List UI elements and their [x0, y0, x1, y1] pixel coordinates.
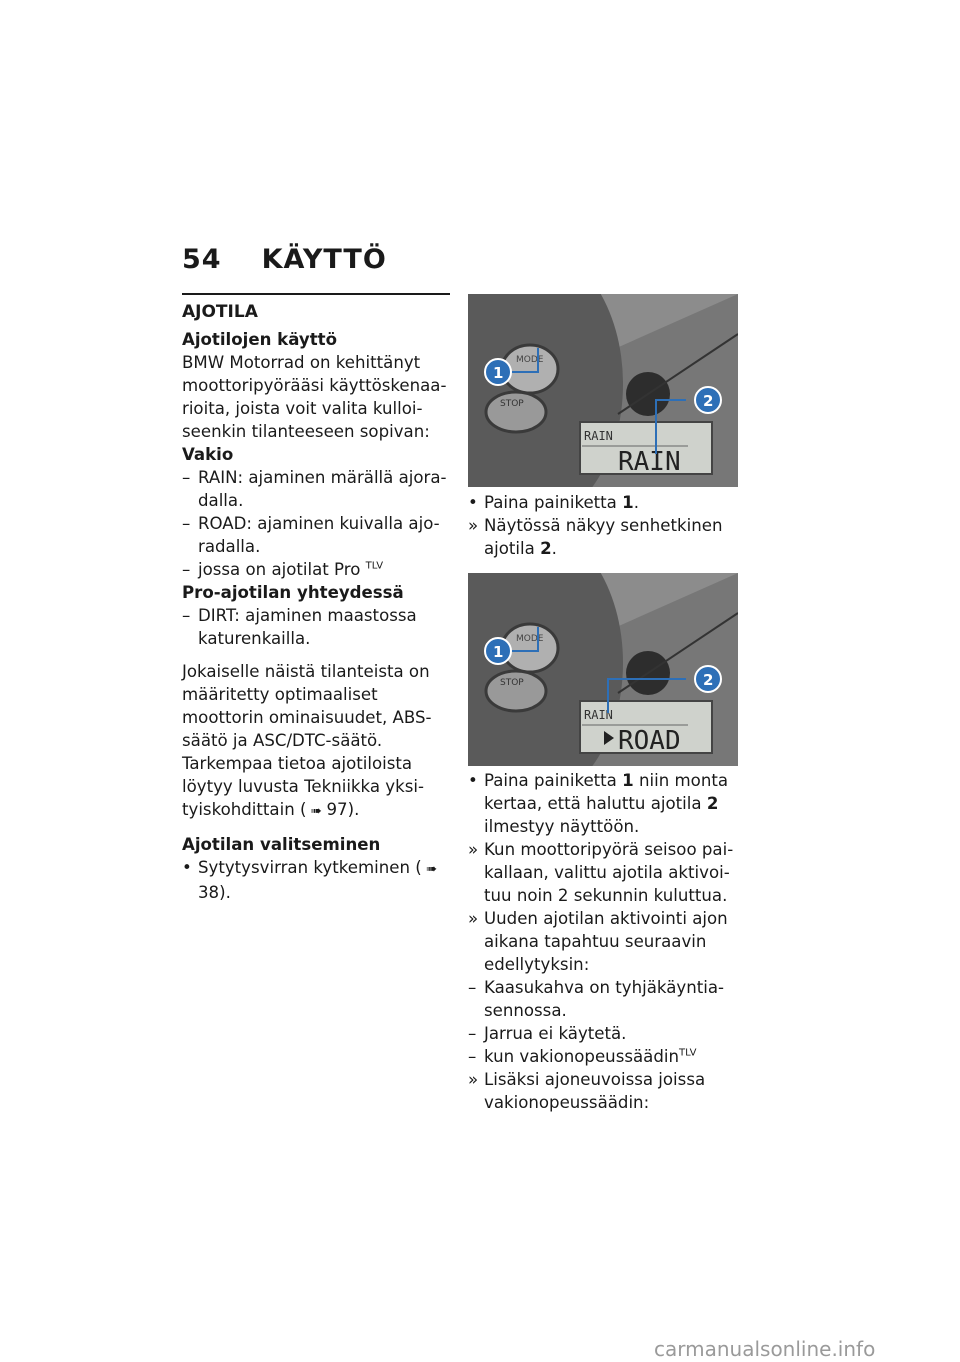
callout-1: 1	[493, 643, 504, 661]
page-ref-arrow-icon: ➠	[426, 862, 438, 877]
list-item: » Uuden ajotilan aktivointi ajon aikana tapahtuu seuraavin edellytyksin:	[468, 909, 728, 974]
paragraph-optimal: Jokaiselle näistä tilanteista on määritetty optimaaliset moottorin ominaisuudet, ABS-säätö ja ASC/DTC-säätö.	[182, 662, 432, 750]
right-block-2	[468, 769, 740, 1114]
watermark: carmanualsonline.info	[654, 1337, 876, 1361]
stop-button-label: STOP	[500, 678, 524, 688]
result-arrow-icon: »	[468, 1070, 479, 1089]
standard-label: Vakio	[182, 445, 234, 464]
page-ref-link[interactable]: 97	[326, 800, 348, 819]
subheading-select: Ajotilan valitseminen	[182, 835, 381, 854]
bullet-icon: •	[468, 771, 478, 790]
figure-mode-road	[468, 573, 738, 766]
display-small-text: RAIN	[584, 429, 613, 443]
list-item: – RAIN: ajaminen märällä ajora-dalla.	[182, 466, 450, 512]
result-arrow-icon: »	[468, 909, 479, 928]
left-column	[182, 293, 450, 904]
pro-label: Pro-ajotilan yhteydessä	[182, 583, 404, 602]
mode-dirt: DIRT: ajaminen maastossa katurenkailla.	[198, 606, 417, 648]
display-large-text: ROAD	[618, 726, 681, 756]
result-arrow-icon: »	[468, 516, 479, 535]
bullet-icon: •	[182, 858, 192, 877]
bullet-icon: •	[468, 493, 478, 512]
display-large-text: RAIN	[618, 447, 681, 477]
mode-button-label: MODE	[516, 355, 544, 365]
pro-line: jossa on ajotilat Pro	[198, 560, 361, 579]
list-item: » Lisäksi ajoneuvoissa joissa vakionopeussäädin:	[468, 1070, 706, 1112]
subheading-usage: Ajotilojen käyttö	[182, 330, 337, 349]
page-ref-arrow-icon: ➠	[311, 804, 322, 819]
list-item: – ROAD: ajaminen kuivalla ajo-radalla.	[182, 512, 450, 558]
list-item: – kun vakionopeussäädin$^{TLV}$	[468, 1047, 697, 1066]
list-item: – DIRT: ajaminen maastossa katurenkailla.	[182, 604, 450, 650]
figure-illustration	[468, 294, 738, 487]
paragraph-reference: Tarkempaa tietoa ajotiloista löytyy luvusta Tekniikka yksi-tyiskohdittain ( ➠ 97).	[182, 752, 450, 823]
callout-2: 2	[703, 392, 714, 410]
callout-2: 2	[703, 671, 714, 689]
section-title: AJOTILA	[182, 302, 258, 322]
list-item: – Jarrua ei käytetä.	[468, 1024, 627, 1043]
list-item: » Näytössä näkyy senhetkinen ajotila 2.	[468, 516, 723, 558]
mode-rain: RAIN: ajaminen märällä ajora-dalla.	[198, 468, 447, 510]
page-header	[182, 244, 387, 275]
list-item: • Paina painiketta 1 niin monta kertaa, että haluttu ajotila 2 ilmestyy näyttöön.	[468, 771, 729, 836]
page-ref-link[interactable]: 38	[198, 883, 220, 902]
tlv-mark: TLV	[679, 1047, 697, 1059]
figure-mode-rain	[468, 294, 738, 487]
list-item: • Paina painiketta 1.	[468, 493, 639, 512]
stop-button-label: STOP	[500, 399, 524, 409]
mode-button-label: MODE	[516, 634, 544, 644]
tlv-mark: TLV	[365, 560, 384, 572]
result-arrow-icon: »	[468, 840, 479, 859]
display-small-text: RAIN	[584, 708, 613, 722]
callout-1: 1	[493, 364, 504, 382]
list-item: • Sytytysvirran kytkeminen ( ➠38).	[182, 856, 450, 904]
list-item: – Kaasukahva on tyhjäkäyntia-sennossa.	[468, 978, 725, 1020]
list-item: » Kun moottoripyörä seisoo pai-kallaan, valittu ajotila aktivoi-tuu noin 2 sekunnin kuluttua.	[468, 840, 734, 905]
page-number: 54	[182, 244, 222, 275]
intro-paragraph: BMW Motorrad on kehittänyt moottoripyörääsi käyttöskenaa-rioita, joista voit valita kulloi-seenkin tilanteeseen sopivan:	[182, 353, 447, 441]
chapter-title: KÄYTTÖ	[261, 244, 387, 275]
figure-illustration	[468, 573, 738, 766]
list-item: – jossa on ajotilat Pro $^{TLV}$	[182, 560, 384, 579]
mode-road: ROAD: ajaminen kuivalla ajo-radalla.	[198, 514, 440, 556]
right-block-1	[468, 491, 740, 560]
section-rule	[182, 293, 450, 295]
